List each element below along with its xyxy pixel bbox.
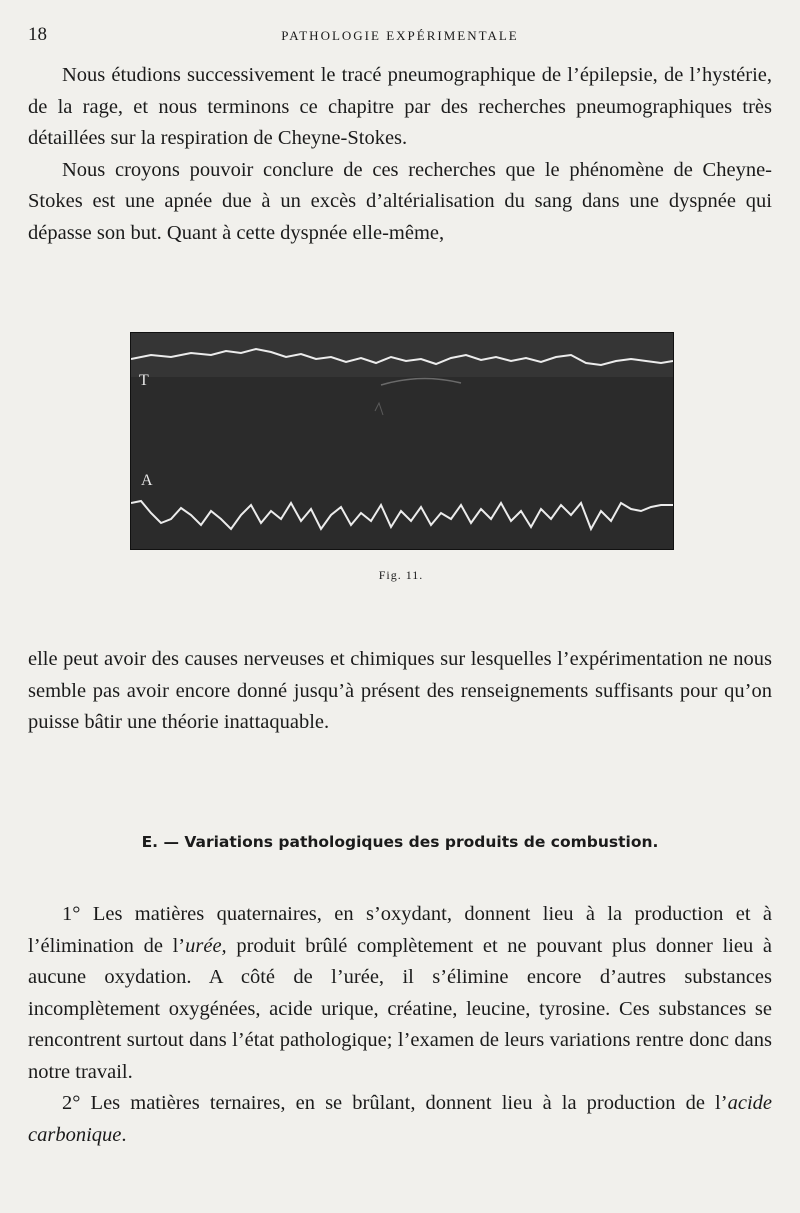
- pneumograph-trace: [131, 333, 673, 549]
- pneumograph-figure: [130, 332, 674, 550]
- text-after-figure: [28, 644, 772, 739]
- para-2-end: .: [121, 1123, 127, 1146]
- para-1-uree: urée,: [185, 934, 227, 957]
- para-1-end: produit brûlé complètement et ne pouvant plus donner lieu à aucune oxydation. A côté de l’urée, il s’élimine encore d’autres substances incomplètement oxygénées, acide urique, créatine, leucine, tyrosine. Ces substances se rencontrent surtout dans l’état pathologique; l’examen de leurs variations rentre donc dans notre travail.: [28, 934, 773, 1083]
- running-title: PATHOLOGIE EXPÉRIMENTALE: [281, 28, 519, 43]
- para-2-acide: acide carbonique: [28, 1092, 772, 1146]
- para-2-start: 2° Les matières ternaires, en se brûlant, donnent lieu à la production de l’: [62, 1092, 728, 1114]
- section-text: [28, 899, 772, 1151]
- paragraph-matieres-quaternaires: [28, 899, 772, 1088]
- figure-caption: Fig. 11.: [378, 568, 424, 582]
- para-1-start: 1° Les matières quaternaires, en s’oxydant, donnent lieu à la production et à l’élimination de l’: [28, 903, 772, 957]
- intro-text: [28, 60, 772, 249]
- page-header: [28, 22, 772, 48]
- paragraph-cheyne-stokes: Nous croyons pouvoir conclure de ces recherches que le phénomène de Cheyne-Stokes est une apnée due à un excès d’altérialisation du sang dans une dyspnée qui dépasse son but. Quant à cette dyspnée elle-même,: [28, 158, 772, 244]
- trace-label-t: T: [139, 372, 149, 389]
- paragraph-matieres-ternaires: [28, 1088, 772, 1151]
- section-heading: E. — Variations pathologiques des produits de combustion.: [141, 833, 659, 851]
- page-number: 18: [28, 24, 47, 45]
- paragraph-epilepsie: Nous étudions successivement le tracé pneumographique de l’épilepsie, de l’hystérie, de la rage, et nous terminons ce chapitre par des recherches pneumographiques très détaillées sur la respiration de Cheyne-Stokes.: [28, 64, 772, 149]
- trace-label-a: A: [141, 472, 153, 489]
- paragraph-continuation: elle peut avoir des causes nerveuses et chimiques sur lesquelles l’expérimentation ne nous semble pas avoir encore donné jusqu’à présent des renseignements suffisants pour qu’on puisse bâtir une théorie inattaquable.: [28, 648, 772, 733]
